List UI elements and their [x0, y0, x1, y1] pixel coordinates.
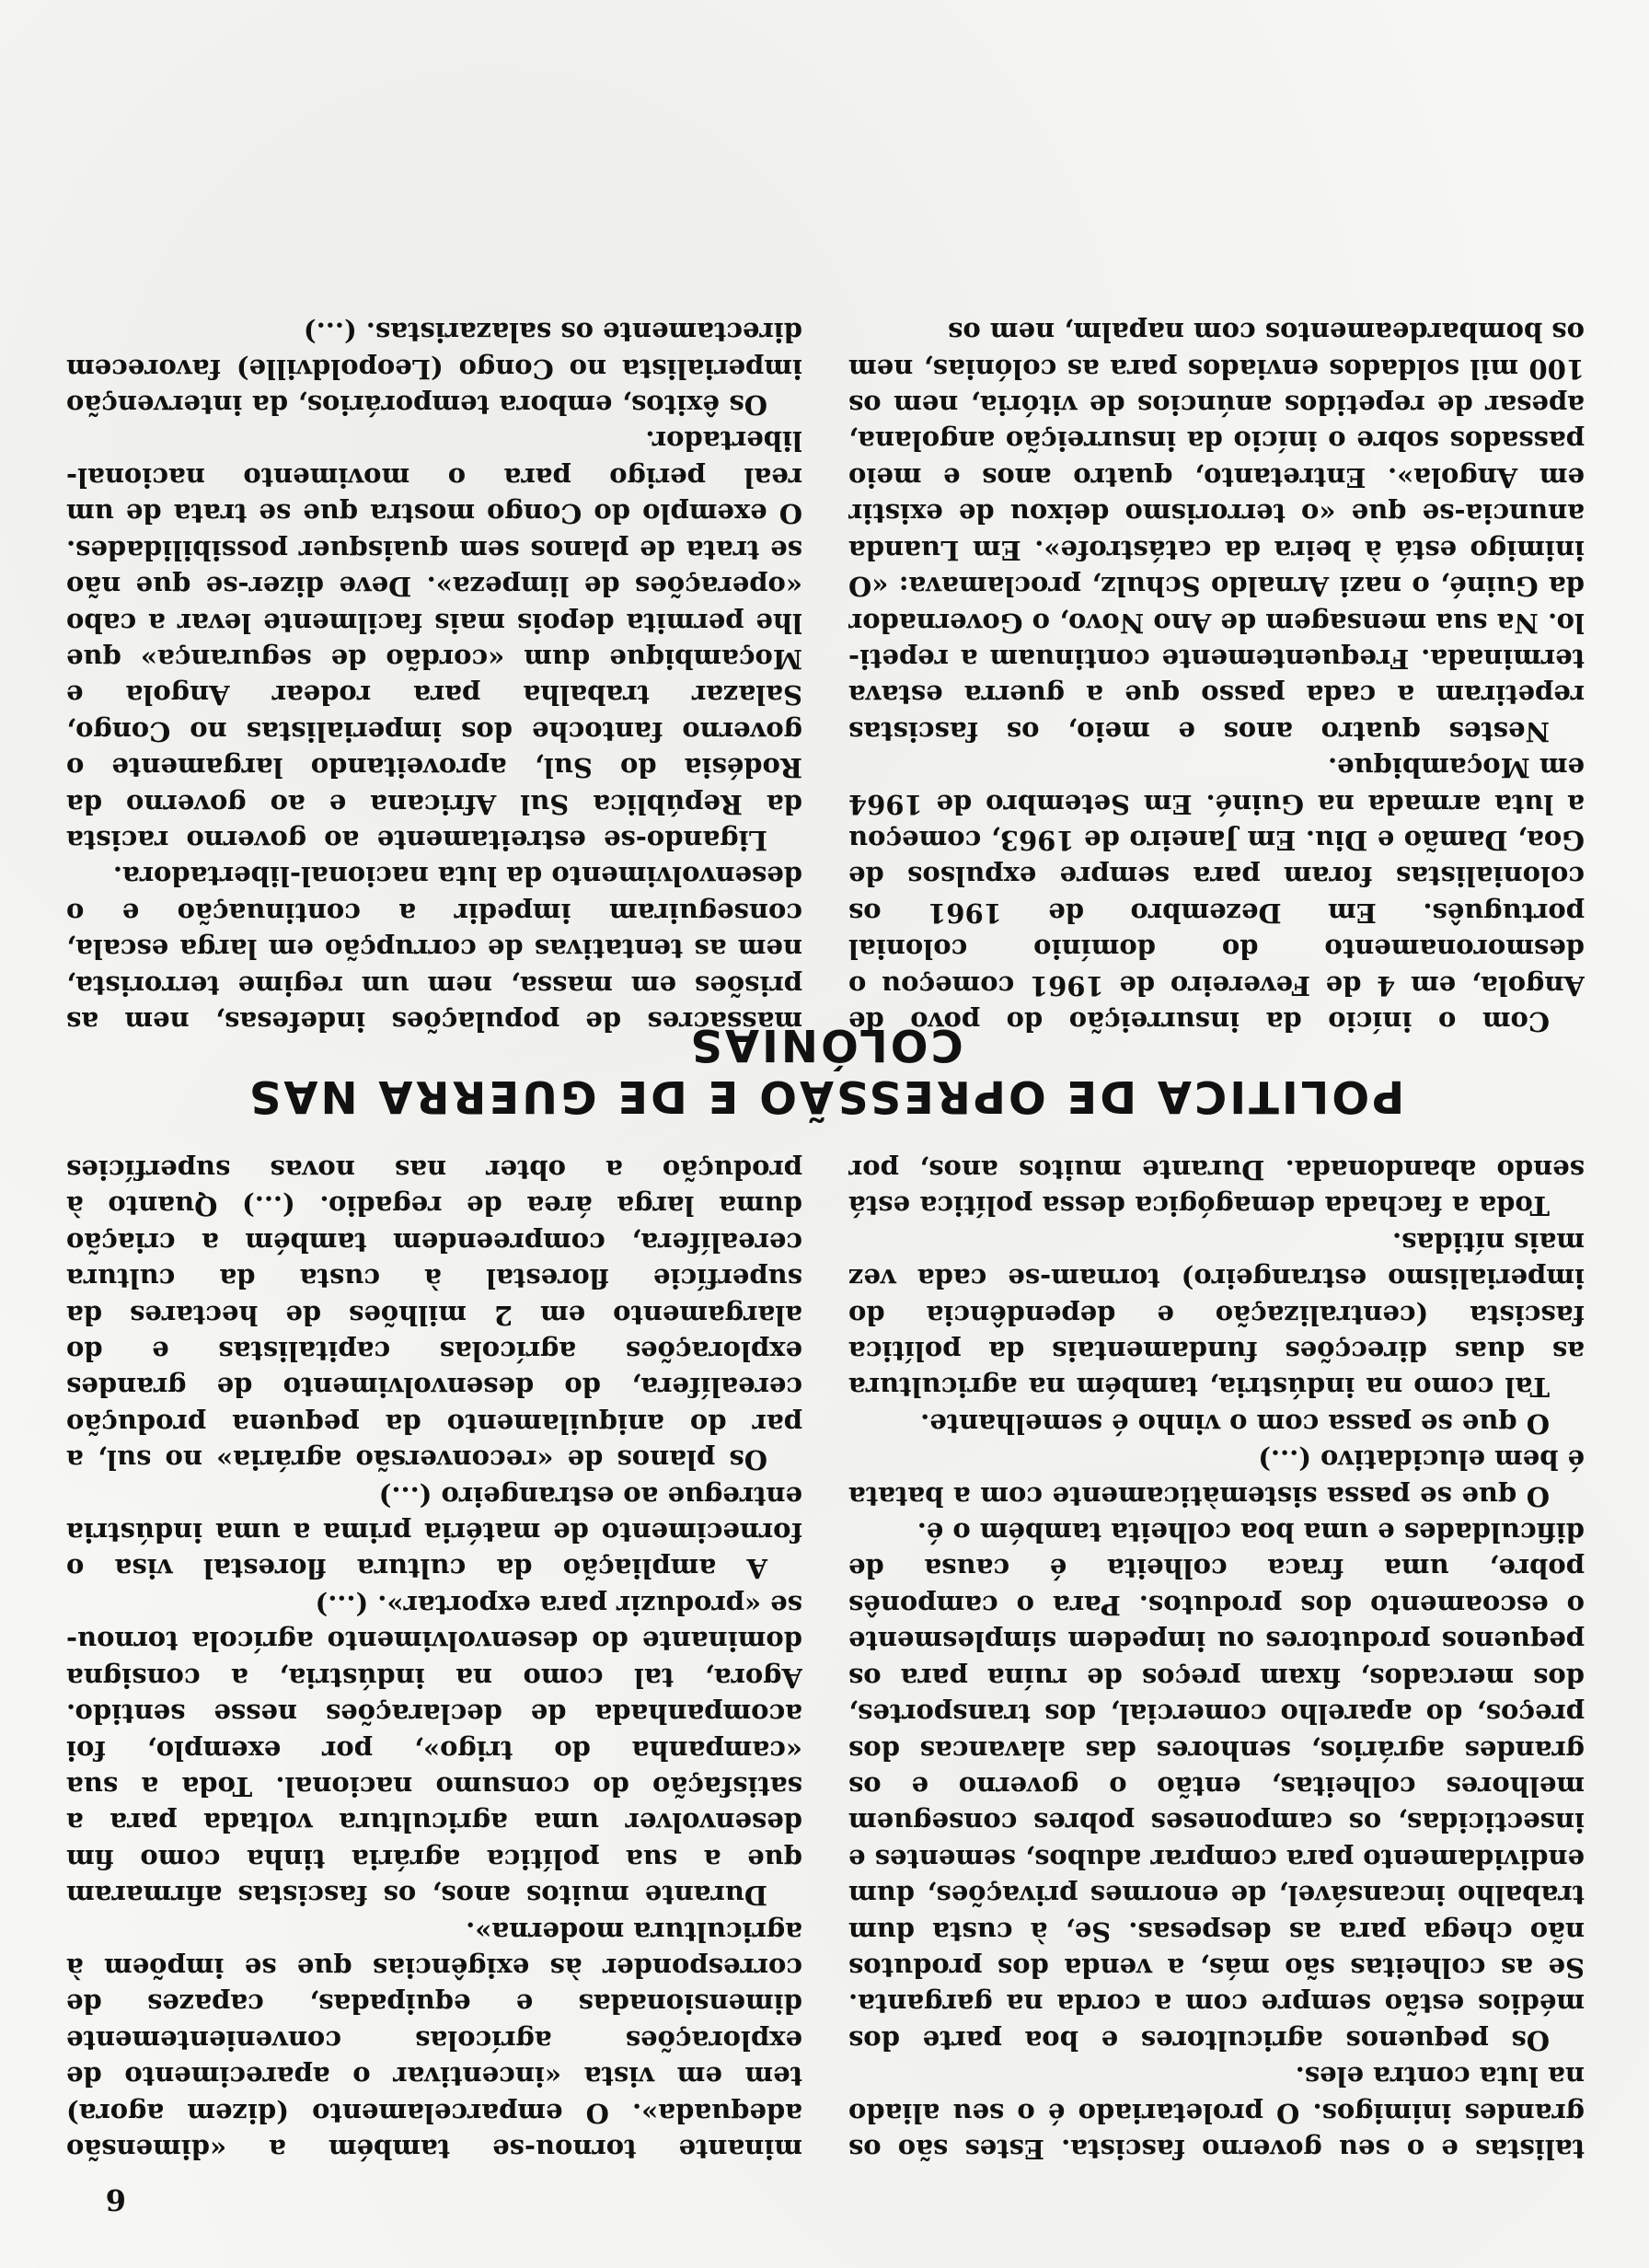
paragraph: A ampliação da cultura florestal visa o fornecimento de matéria prima a uma indústria entregue ao estrangeiro (...) [66, 1480, 802, 1585]
paragraph: Durante muitos anos, os fascistas afirmaram que a sua política agrária tinha como fim desenvolver uma agricultura voltada para a satisfação do consumo nacional. Toda a sua «campanha do trigo», por exemplo, foi acompanhada de declarações nesse sentido. Agora, tal como na indústria, a consigna dominante do desenvolvimento agrícola tornou-se «produzir para exportar». (...) [66, 1589, 802, 1912]
paragraph: O que se passa com o vinho é semelhante. [920, 1407, 1550, 1440]
paragraph: Os pequenos agricultores e boa parte dos médios estão sempre com a corda na garganta. Se as colheitas são más, a venda dos produtos não chega para as despesas. Se, à custa dum trabalho incansável, de enormes privações, dum endividamento para comprar adubos, sementes e insecticidas, os camponeses pobres conseguem melhores colheitas, então o governo e os grandes agrários, senhores das alavancas dos preços, do aparelho comercial, dos transportes, dos mercados, fixam preços de ruína para os pequenos produtores ou impedem simplesmente o escoamento dos produtos. Para o camponês pobre, uma fraca colheita é causa de dificuldades e uma boa colheita também o é. [848, 1517, 1585, 2056]
paragraph: Os êxitos, embora temporários, da intervenção imperialista no Congo (Leopoldville) favorecem directamente os salazaristas. (...) [66, 317, 802, 422]
section-heading: POLITICA DE OPRESSÃO E DE GUERRA NAS COLÓNIAS [246, 1019, 1405, 1122]
paragraph: O que se passa sistemàticamente com a batata é bem elucidativo (...) [848, 1444, 1585, 1512]
paragraph: Os planos de «reconversão agrária» no sul, a par do aniquilamento da pequena produção cerealífera, do desenvolvimento de grandes explorações agrícolas capitalistas e do alargamento em 2 milhões de hectares da superfície florestal à custa da cultura cerealífera, compreendem também a criação duma larga área de regadio. (...) Quanto à produção a obter nas novas superfícies [66, 1154, 802, 1476]
bottom-right-column [66, 45, 802, 1039]
page-number: 6 [105, 2182, 126, 2217]
paragraph: Ligando-se estreitamente ao governo racista da República Sul Africana e ao governo da Rodésia do Sul, aproveitando largamente o governo fantoche dos imperialistas no Congo, Salazar trabalha para rodear Angola e Moçambique dum «cordão de segurança» que lhe permita depois mais facilmente levar a cabo «operações de limpeza». Deve dizer-se que não se trata de planos sem quaisquer possibilidades. O exemplo do Congo mostra que se trata de um real perigo para o movimento nacional-libertador. [66, 425, 802, 856]
bottom-left-column [848, 45, 1585, 1039]
paragraph: Toda a fachada demagógica dessa política está sendo abandonada. Durante muitos anos, por [848, 1154, 1585, 1222]
paragraph: Com o início da insurreição do povo de Angola, em 4 de Fevereiro de 1961 começou o desmoronamento do domínio colonial português. Em Dezembro de 1961 os colonialistas foram para sempre expulsos de Goa, Damão e Diu. Em Janeiro de 1963, começou a luta armada na Guiné. Em Setembro de 1964 em Moçambique. [848, 752, 1585, 1037]
top-right-column [66, 1154, 802, 2167]
paragraph: Nestes quatro anos e meio, os fascistas repetiram a cada passo que a guerra estava terminada. Frequentemente continuam a repeti-lo. Na sua mensagem de Ano Novo, o Governador da Guiné, o nazi Arnaldo Schulz, proclamava: «O inimigo está à beira da catástrofe». Em Luanda anuncia-se que «o terrorismo deixou de existir em Angola». Entretanto, quatro anos e meio passados sobre o início da insurreição angolana, apesar de repetidos anúncios de vitória, nem os 100 mil soldados enviados para as colónias, nem os bombardeamentos com napalm, nem os [848, 317, 1585, 747]
paragraph: Tal como na indústria, também na agricultura as duas direcções fundamentais da política fascista (centralização e dependência do imperialismo estrangeiro) tornam-se cada vez mais nítidas. [848, 1226, 1585, 1404]
top-left-column [848, 1154, 1585, 2167]
paragraph: talistas e o seu governo fascista. Estes são os grandes inimigos. O proletariado é o seu aliado na luta contra eles. [848, 2061, 1585, 2165]
paragraph: minante tornou-se também a «dimensão adequada». O emparcelamento (dizem agora) tem em vista «incentivar o aparecimento de explorações agrícolas convenientemente dimensionadas e equipadas, capazes de corresponder às exigências que se impõem à agricultura moderna». [66, 1915, 802, 2165]
paragraph: massacres de populações indefesas, nem as prisões em massa, nem um regime terrorista, nem as tentativas de corrupção em larga escala, conseguiram impedir a continuação e o desenvolvimento da luta nacional-libertadora. [66, 861, 802, 1037]
